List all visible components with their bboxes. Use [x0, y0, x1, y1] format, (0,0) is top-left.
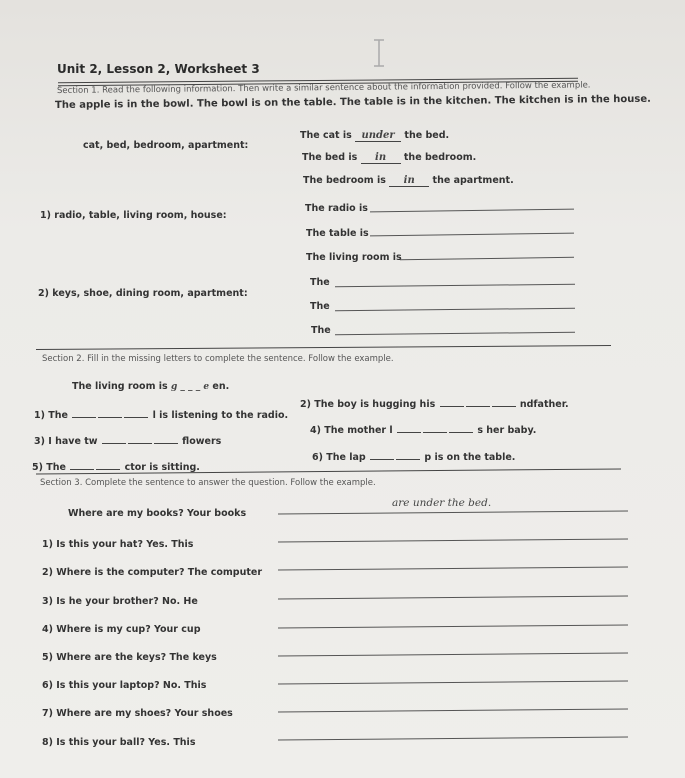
section1-divider [36, 345, 611, 350]
s2-item-3-blank-2[interactable] [128, 434, 152, 444]
s3-answer-4[interactable] [278, 624, 628, 628]
s2-item-6-end: p is on the table. [424, 452, 516, 463]
section3-instruction: Section 3. Complete the sentence to answer the question. Follow the example. [40, 478, 376, 488]
s3-example-line [278, 510, 628, 514]
s2-item-3-start: I have tw [48, 436, 98, 447]
s1-q2-answer-2[interactable] [335, 308, 575, 312]
s2-item-1 [34, 408, 288, 421]
s1-ex2-answer: in [361, 152, 401, 164]
pencil-mark [373, 38, 385, 68]
s2-item-3-end: flowers [182, 436, 222, 447]
s2-item-3-num: 3) [34, 436, 45, 447]
s3-item-3: 3) Is he your brother? No. He [42, 596, 198, 607]
s2-example [72, 381, 229, 392]
s2-item-5 [32, 460, 200, 473]
section1-example-words: cat, bed, bedroom, apartment: [83, 140, 249, 151]
s3-answer-1[interactable] [278, 538, 628, 542]
s1-q2-answer-1[interactable] [335, 284, 575, 288]
s2-item-4 [310, 423, 536, 436]
s1-q1-answer-1[interactable] [370, 209, 574, 213]
worksheet-title: Unit 2, Lesson 2, Worksheet 3 [57, 62, 260, 76]
s2-item-2 [300, 397, 569, 410]
s2-example-letters: g _ _ _ e [171, 382, 210, 392]
s2-example-end: en. [212, 381, 230, 392]
s3-item-7: 7) Where are my shoes? Your shoes [42, 708, 233, 719]
s2-item-1-start: The [48, 410, 68, 421]
section2-instruction: Section 2. Fill in the missing letters to complete the sentence. Follow the example. [42, 354, 394, 364]
s2-item-2-blank-1[interactable] [440, 397, 464, 407]
s2-item-2-blank-3[interactable] [492, 397, 516, 407]
s2-item-1-blank-1[interactable] [72, 408, 96, 418]
s1-ex3-end: the apartment. [432, 175, 514, 186]
s2-item-4-blank-1[interactable] [397, 423, 421, 433]
s3-item-6: 6) Is this your laptop? No. This [42, 680, 207, 691]
s2-item-6-blank-2[interactable] [396, 450, 420, 460]
section1-instruction: Section 1. Read the following information. Then write a similar sentence about the information provided. Follow the example. [56, 80, 591, 96]
s3-answer-7[interactable] [278, 708, 628, 712]
s1-ex2-text: The bed is [302, 152, 358, 163]
s1-q1-words: 1) radio, table, living room, house: [40, 210, 227, 221]
s1-example-line-2 [302, 152, 476, 164]
s1-ex1-text: The cat is [300, 130, 352, 141]
s1-q1-line-1: The radio is [305, 203, 368, 214]
s2-item-3 [34, 434, 221, 447]
s2-item-2-end: ndfather. [519, 399, 569, 410]
s1-q2-line-2: The [310, 301, 330, 312]
s3-example-answer: are under the bed. [392, 497, 492, 509]
s2-item-2-num: 2) [300, 399, 311, 410]
s2-item-4-blank-3[interactable] [449, 423, 473, 433]
s1-ex3-answer: in [389, 175, 429, 187]
s2-item-6-start: The lap [326, 452, 366, 463]
s1-q2-line-3: The [311, 325, 331, 336]
s2-item-4-num: 4) [310, 425, 321, 436]
s1-ex3-text: The bedroom is [303, 175, 386, 186]
s2-item-5-start: The [46, 462, 66, 473]
s2-item-5-num: 5) [32, 462, 43, 473]
s3-answer-5[interactable] [278, 652, 628, 656]
s2-item-5-end: ctor is sitting. [124, 462, 200, 473]
s2-item-3-blank-1[interactable] [102, 434, 126, 444]
s1-q1-line-2: The table is [306, 228, 369, 239]
s3-item-5: 5) Where are the keys? The keys [42, 652, 217, 663]
s3-answer-2[interactable] [278, 566, 628, 570]
s3-item-1: 1) Is this your hat? Yes. This [42, 539, 194, 550]
s3-example-question: Where are my books? Your books [68, 508, 247, 519]
s3-answer-6[interactable] [278, 680, 628, 684]
s2-item-6-blank-1[interactable] [370, 450, 394, 460]
s2-item-1-blank-2[interactable] [98, 408, 122, 418]
s2-item-1-num: 1) [34, 410, 45, 421]
s1-ex1-answer: under [355, 130, 401, 142]
s3-item-2: 2) Where is the computer? The computer [42, 567, 263, 578]
s2-item-6-num: 6) [312, 452, 323, 463]
s1-q2-words: 2) keys, shoe, dining room, apartment: [38, 288, 248, 299]
s3-item-4: 4) Where is my cup? Your cup [42, 624, 201, 635]
s2-item-1-end: l is listening to the radio. [152, 410, 289, 421]
s3-answer-3[interactable] [278, 595, 628, 599]
s2-item-4-end: s her baby. [477, 425, 537, 436]
s1-q1-answer-3[interactable] [400, 257, 574, 260]
s1-q1-answer-2[interactable] [370, 233, 574, 237]
s1-ex1-end: the bed. [404, 130, 450, 141]
s2-item-4-start: The mother l [324, 425, 393, 436]
s1-ex2-end: the bedroom. [403, 152, 477, 163]
s3-item-8: 8) Is this your ball? Yes. This [42, 737, 196, 748]
s2-item-5-blank-1[interactable] [70, 460, 94, 470]
s2-item-2-blank-2[interactable] [466, 397, 490, 407]
s1-q1-line-3: The living room is [306, 252, 402, 263]
s2-item-5-blank-2[interactable] [96, 460, 120, 470]
s1-q2-answer-3[interactable] [335, 332, 575, 336]
s2-item-6 [312, 450, 515, 463]
s1-example-line-1 [300, 130, 449, 142]
s1-example-line-3 [303, 175, 514, 187]
section1-intro: The apple is in the bowl. The bowl is on the table. The table is in the kitchen. The kitchen is in the house. [54, 93, 651, 111]
s2-item-3-blank-3[interactable] [154, 434, 178, 444]
s2-example-text: The living room is [72, 381, 168, 392]
s2-item-4-blank-2[interactable] [423, 423, 447, 433]
s2-item-2-start: The boy is hugging his [314, 399, 436, 410]
s3-answer-8[interactable] [278, 736, 628, 740]
s2-item-1-blank-3[interactable] [124, 408, 148, 418]
s1-q2-line-1: The [310, 277, 330, 288]
